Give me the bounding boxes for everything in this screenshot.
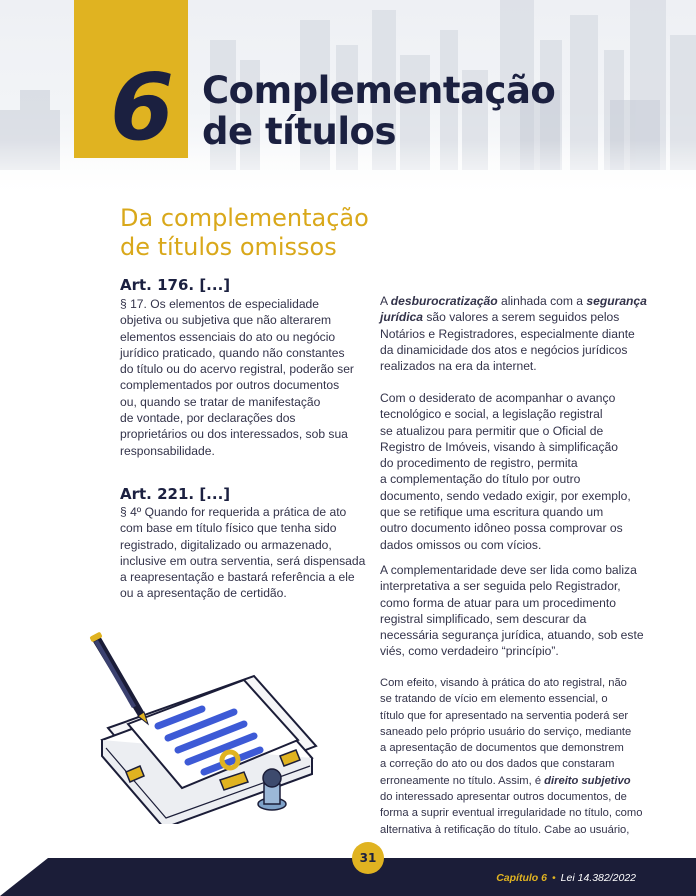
article-line: jurídico praticado, quando não constantes [120,345,345,360]
paragraph-line: que se retifique uma escritura quando um [380,505,604,520]
paragraph-line: documento, sendo vedado exigir, por exemplo, [380,488,631,503]
article-heading: Art. 221. [...] [120,485,231,503]
footer-law: Lei 14.382/2022 [560,872,636,884]
paragraph [380,562,644,660]
paragraph-line: Com efeito, visando à prática do ato registral, não [380,677,627,689]
article-line: com base em título físico que tenha sido [120,521,337,536]
text: alinhada com a [497,294,587,308]
paragraph-line: tecnológico e social, a legislação registral [380,407,603,422]
emphasis-text: segurança [586,294,647,308]
paragraph-line: se tratando de vício em elemento essencial, o [380,693,608,706]
chapter-title-line-1: Complementação [202,69,556,112]
paragraph-line [380,773,642,789]
paragraph-line: Com o desiderato de acompanhar o avanço [380,391,616,405]
article-line: complementados por outros documentos [120,378,340,393]
paragraph [380,293,647,374]
article-line: § 17. Os elementos de especialidade [120,297,320,311]
paragraph-line: título que for apresentado na serventia poderá ser [380,709,629,722]
article-line: ou a apresentação de certidão. [120,586,287,601]
paragraph-line [380,309,647,325]
article-text [120,296,364,459]
paragraph-line: realizados na era da internet. [380,359,537,374]
paragraph [380,675,642,838]
footer-chapter-label: Capítulo 6 [496,872,547,884]
paragraph-line: da dinamicidade dos atos e negócios jurídicos [380,342,628,357]
paragraph-line: a correção do ato ou dos dados que constaram [380,758,615,771]
article-line: registrado, digitalizado ou armazenado, [120,537,332,552]
paragraph-line: A complementaridade deve ser lida como baliza [380,563,637,577]
article-line: objetiva ou subjetiva que não alterarem [120,313,332,328]
paragraph-line: interpretativa a ser seguida pelo Registrador, [380,579,621,594]
emphasis-text: desburocratização [390,294,498,308]
article-line: ou, quando se tratar de manifestação [120,394,321,409]
paragraph-line: dados omissos ou com vícios. [380,537,542,552]
chapter-number: 6 [110,54,173,161]
text: erroneamente no título. Assim, é [380,774,545,787]
chapter-title [202,70,555,152]
article-heading: Art. 176. [...] [120,276,231,294]
paragraph-line: viés, como verdadeiro “princípio”. [380,644,559,659]
text: A [380,294,391,308]
paragraph-line: Registro de Imóveis, visando à simplificação [380,439,618,454]
chapter-title-line-2: de títulos [202,110,396,153]
article-line: responsabilidade. [120,443,215,458]
paragraph-line: registral simplificado, sem descurar da [380,611,587,626]
paragraph-line: necessária segurança jurídica, atuando, sob este [380,628,644,643]
paragraph-line: Notários e Registradores, especialmente diante [380,326,635,341]
document-stack-illustration [84,628,334,824]
text: são valores a serem seguidos pelos [423,310,620,325]
article-line: inclusive em outra serventia, será dispensada [120,553,366,568]
emphasis-text: direito subjetivo [544,774,631,787]
paragraph-line: forma a suprir eventual irregularidade no título, como [380,807,643,820]
article-line: a reapresentação e bastará referência a ele [120,570,355,585]
paragraph [380,390,631,553]
footer-chapter-info [496,872,636,884]
paragraph-line: a complementação do título por outro [380,472,581,487]
article-line: § 4º Quando for requerida a prática de ato [120,505,347,519]
paragraph-line: a apresentação de documentos que demonstrem [380,742,624,755]
section-title [120,204,369,262]
section-title-line-2: de títulos omissos [120,233,337,261]
paragraph-line: do interessado apresentar outros documentos, de [380,791,627,804]
article-line: de vontade, por declarações dos [120,411,296,426]
section-title-line-1: Da complementação [120,204,369,232]
emphasis-text: jurídica [380,310,424,325]
paragraph-line: saneado pelo próprio usuário do serviço, mediante [380,725,632,738]
paragraph-line: do procedimento de registro, permita [380,456,578,471]
paragraph-line: se atualizou para permitir que o Oficial de [380,423,604,438]
page-number-badge: 31 [352,842,384,874]
paragraph-line: alternativa à retificação do título. Cabe ao usuário, [380,823,630,836]
article-line: do título ou do acervo registral, poderão ser [120,362,354,377]
article-text [120,504,364,602]
article-line: proprietários ou dos interessados, sob sua [120,427,348,442]
footer-bullet: • [551,872,556,884]
paragraph-line: outro documento idôneo possa comprovar os [380,521,623,536]
paragraph-line [380,293,647,309]
paragraph-line: como forma de atuar para um procedimento [380,595,616,610]
article-line: elementos essenciais do ato ou negócio [120,329,336,344]
